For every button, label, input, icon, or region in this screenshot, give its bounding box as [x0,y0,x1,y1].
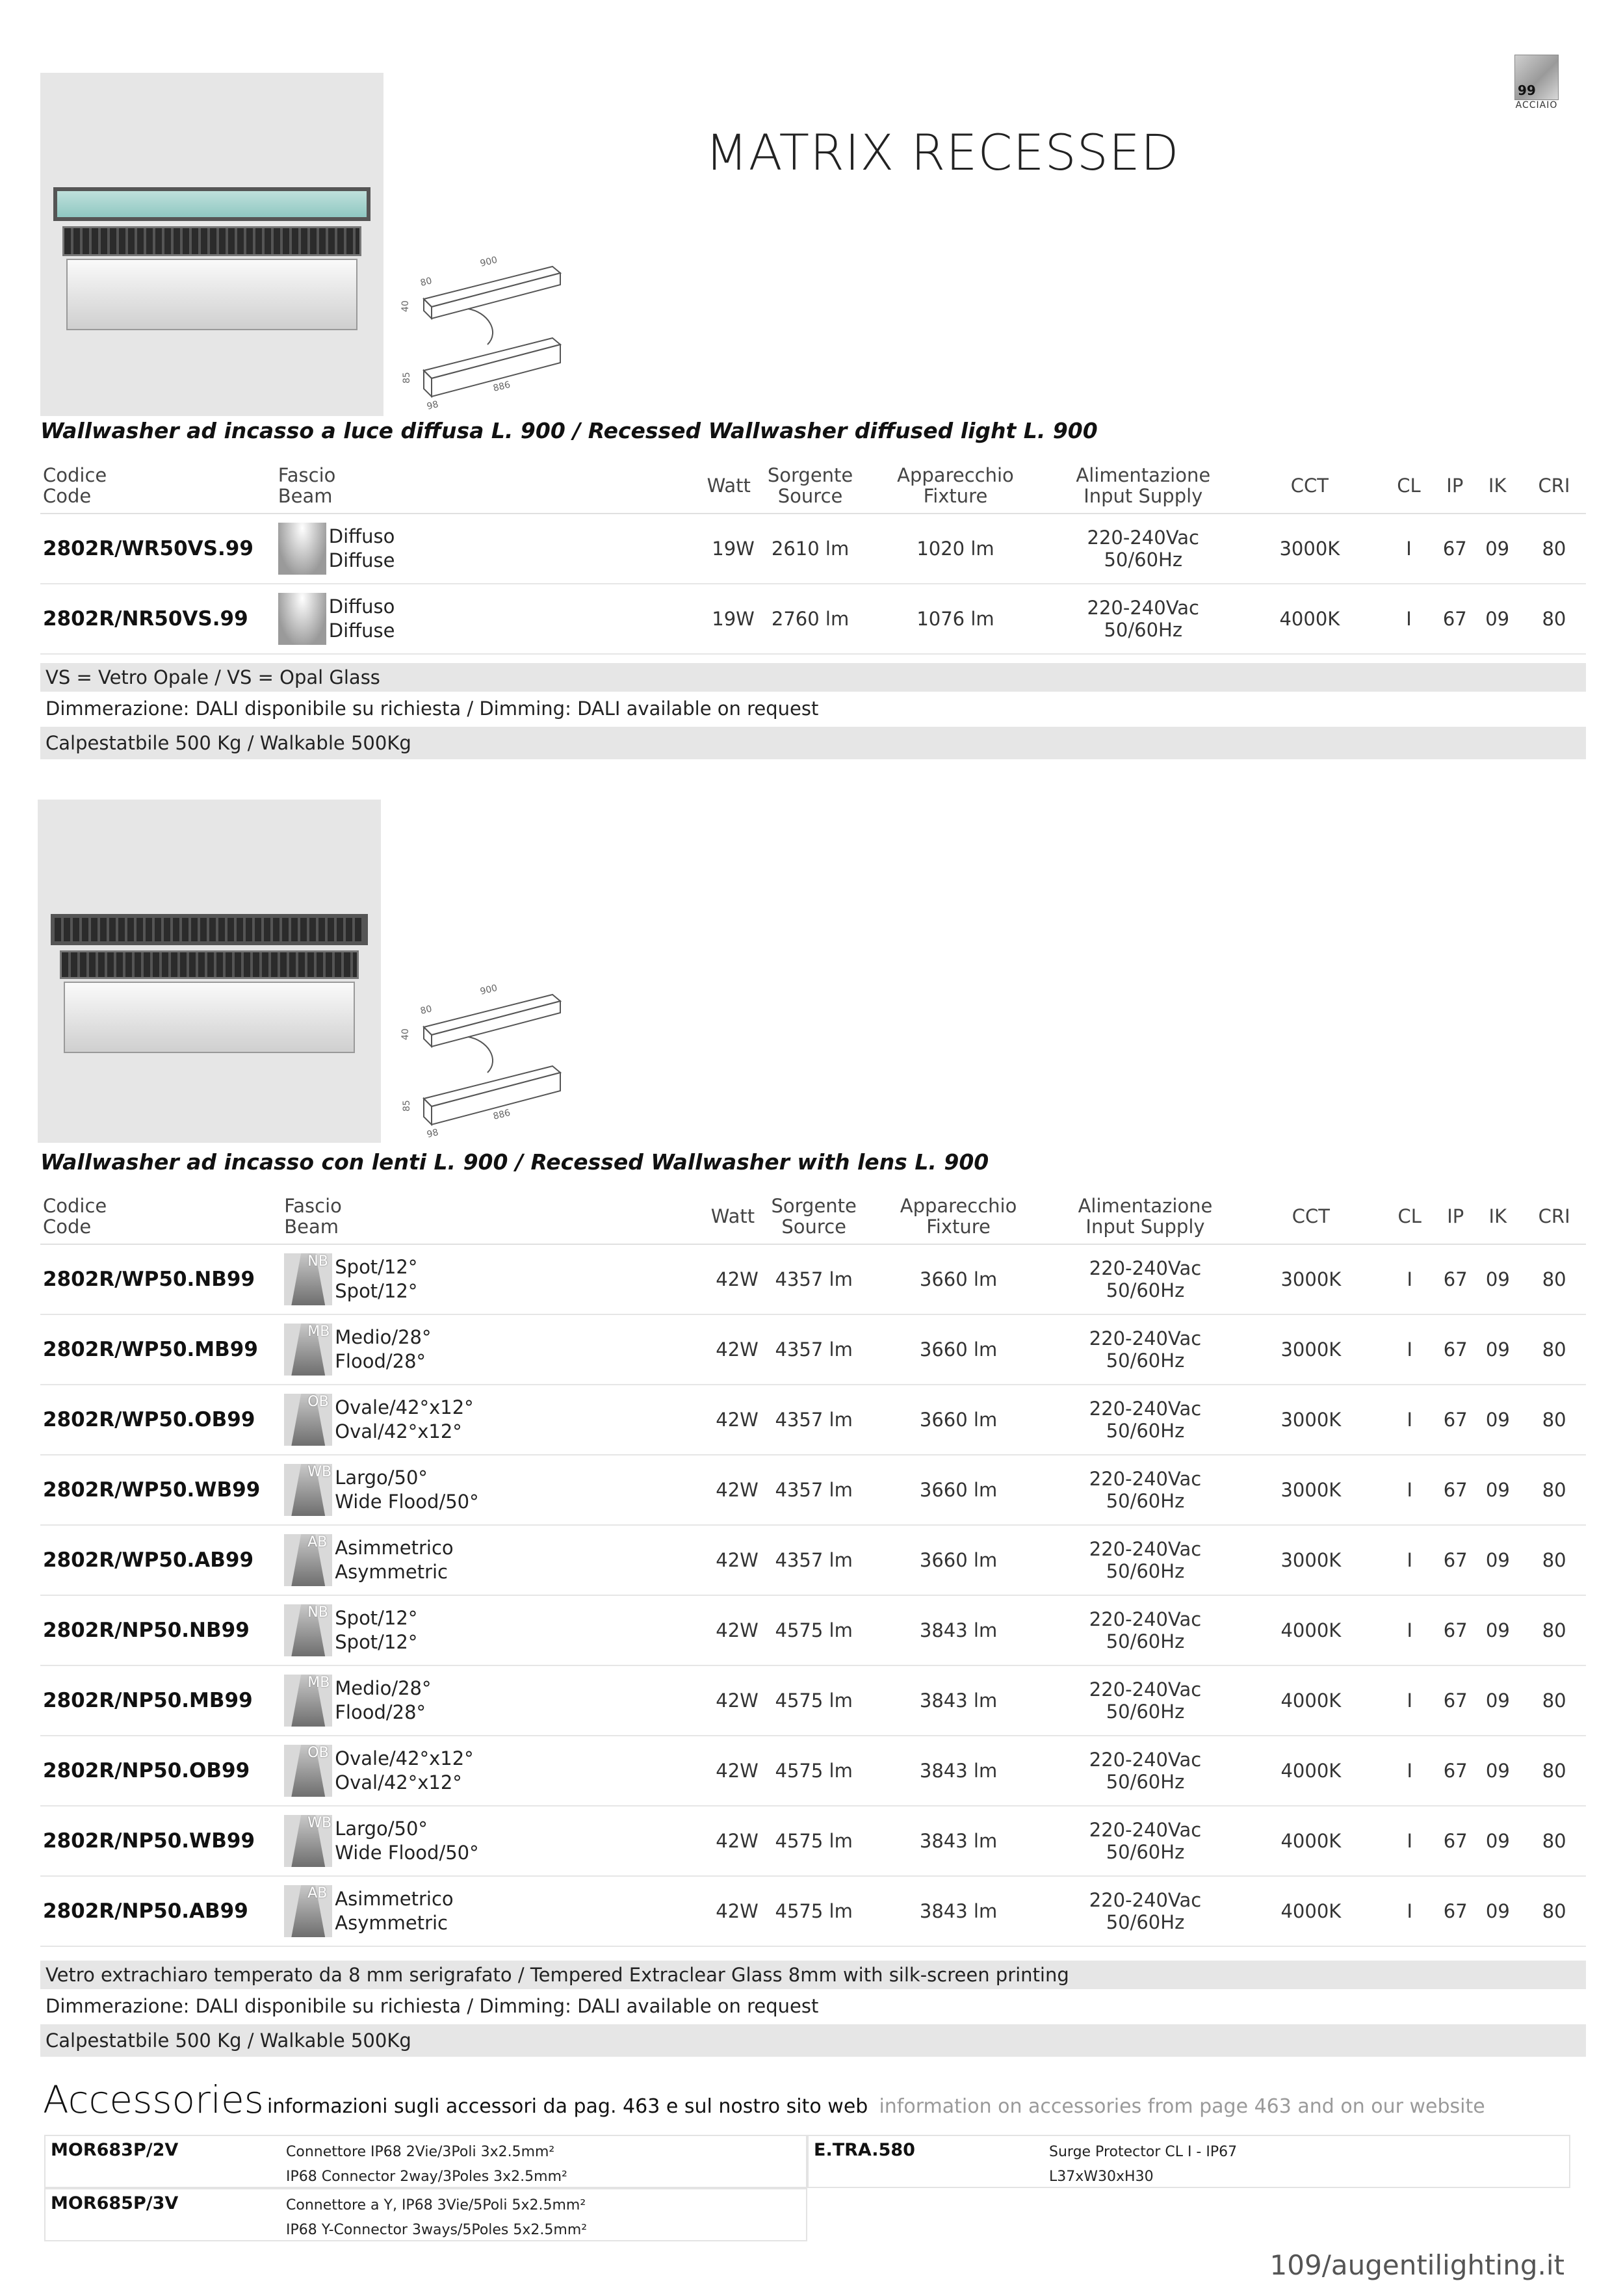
accessory-desc-en: L37xW30xH30 [1049,2169,1154,2185]
table-row [40,1525,1586,1595]
beam-en: Diffuse [328,620,395,642]
dim-length: 900 [479,254,499,269]
table-row [40,1665,1586,1736]
product-code: 2802R/NR50VS.99 [40,584,276,654]
source-lumen: 4575 lm [761,1876,867,1946]
class: I [1381,1455,1438,1525]
ip-rating: 67 [1438,1385,1473,1455]
beam-en: Wide Flood/50° [335,1842,479,1864]
beam-icon [284,1534,332,1586]
beam-en: Flood/28° [335,1350,426,1372]
class: I [1381,1595,1438,1665]
watt: 42W [705,1806,761,1876]
product-code: 2802R/WP50.WB99 [40,1455,281,1525]
section-title-diffused: Wallwasher ad incasso a luce diffusa L. 900 / Recessed Wallwasher diffused light L. 900 [40,418,1098,443]
ip-rating: 67 [1438,1806,1473,1876]
table-row [40,1385,1586,1455]
class: I [1381,584,1437,654]
ik-rating: 09 [1473,1736,1522,1806]
beam-code: NB [307,1253,328,1270]
header-ip: IP [1437,458,1472,514]
header-watt: Watt [701,458,757,514]
cri: 80 [1522,1314,1586,1385]
dim-length-2: 886 [492,1107,512,1122]
beam-icon [284,1394,332,1446]
beam-icon [284,1464,332,1516]
product-code: 2802R/WP50.MB99 [40,1314,281,1385]
header-beam-en: Beam [278,484,333,507]
cct: 4000K [1240,1665,1381,1736]
source-lumen: 4357 lm [761,1314,867,1385]
watt: 42W [705,1244,761,1314]
header-fixture-it: Apparecchio [897,463,1014,486]
beam-it: Ovale/42°x12° [335,1396,474,1418]
accessories-heading [43,2078,1485,2122]
source-lumen: 2610 lm [757,514,863,584]
accessories-subtitle-en: information on accessories from page 463 and on our website [879,2095,1485,2118]
input-supply: 220-240Vac 50/60Hz [1048,514,1239,584]
spec-table-diffused [40,458,1586,655]
ip-rating: 67 [1438,1876,1473,1946]
cct: 3000K [1240,1314,1381,1385]
accessory-item [807,2135,1570,2188]
accessories-subtitle-it: informazioni sugli accessori da pag. 463 e sul nostro sito web [267,2095,868,2118]
header-beam-it: Fascio [284,1194,342,1217]
cct: 3000K [1240,1244,1381,1314]
note-glass: VS = Vetro Opale / VS = Opal Glass [40,663,1586,692]
source-lumen: 4357 lm [761,1525,867,1595]
fixture-lumen: 3843 lm [867,1876,1050,1946]
header-source-it: Sorgente [771,1194,857,1217]
header-fixture-en: Fixture [926,1215,991,1238]
header-source-en: Source [777,484,843,507]
diffuse-beam-icon [278,523,326,575]
beam-it: Spot/12° [335,1256,418,1278]
watt: 42W [705,1455,761,1525]
beam-en: Spot/12° [335,1280,418,1302]
fixture-lumen: 3660 lm [867,1385,1050,1455]
ik-rating: 09 [1473,1876,1522,1946]
cri: 80 [1522,1385,1586,1455]
beam-en: Oval/42°x12° [335,1771,462,1794]
accessory-desc-it: Surge Protector CL I - IP67 [1049,2144,1238,2160]
note-walkable: Calpestatbile 500 Kg / Walkable 500Kg [40,2024,1586,2057]
beam-en: Wide Flood/50° [335,1491,479,1513]
header-code-it: Codice [43,463,107,486]
beam-icon [284,1604,332,1656]
header-beam-en: Beam [284,1215,339,1238]
cri: 80 [1522,1244,1586,1314]
source-lumen: 4575 lm [761,1665,867,1736]
fixture-lumen: 3660 lm [867,1314,1050,1385]
finish-label: ACCIAIO [1515,100,1558,111]
fixture-lumen: 1020 lm [863,514,1047,584]
dim-height-2: 85 [402,1100,412,1112]
source-lumen: 4357 lm [761,1455,867,1525]
ip-rating: 67 [1438,1525,1473,1595]
cct: 4000K [1240,1876,1381,1946]
product-code: 2802R/NP50.OB99 [40,1736,281,1806]
class: I [1381,1525,1438,1595]
dim-height: 40 [400,1028,411,1040]
accessory-code: MOR683P/2V [51,2140,179,2160]
accessory-desc-en: IP68 Y-Connector 3ways/5Poles 5x2.5mm² [286,2222,588,2238]
input-supply: 220-240Vac 50/60Hz [1050,1455,1241,1525]
page-footer: 109/augentilighting.it [1269,2249,1565,2281]
beam-icon [284,1675,332,1727]
section-title-lens: Wallwasher ad incasso con lenti L. 900 / Recessed Wallwasher with lens L. 900 [40,1149,989,1175]
header-source-en: Source [781,1215,846,1238]
beam-it: Diffuso [328,525,395,547]
beam-code: NB [307,1604,328,1621]
dim-width: 80 [419,1004,434,1017]
table-row [40,1876,1586,1946]
table-row [40,514,1586,584]
ik-rating: 09 [1473,584,1522,654]
watt: 42W [705,1314,761,1385]
ik-rating: 09 [1473,1595,1522,1665]
table-row [40,1244,1586,1314]
ip-rating: 67 [1438,1736,1473,1806]
dim-width: 80 [419,276,434,289]
watt: 42W [705,1385,761,1455]
beam-code: OB [307,1745,329,1761]
beam-en: Oval/42°x12° [335,1420,462,1442]
beam-code: OB [307,1394,329,1410]
accessory-item [44,2188,807,2241]
beam-code: WB [307,1815,332,1831]
product-code: 2802R/NP50.AB99 [40,1876,281,1946]
fixture-lumen: 3843 lm [867,1595,1050,1665]
dim-height: 40 [400,300,411,312]
input-supply: 220-240Vac 50/60Hz [1050,1525,1241,1595]
watt: 42W [705,1665,761,1736]
fixture-lumen: 3660 lm [867,1525,1050,1595]
accessory-desc-it: Connettore a Y, IP68 3Vie/5Poli 5x2.5mm² [286,2197,586,2213]
header-cct: CCT [1239,458,1381,514]
fixture-lumen: 3843 lm [867,1665,1050,1736]
beam-it: Medio/28° [335,1326,432,1348]
ik-rating: 09 [1473,1525,1522,1595]
ip-rating: 67 [1438,1314,1473,1385]
technical-drawing-1 [390,247,585,416]
accessory-code: E.TRA.580 [814,2140,915,2160]
dim-depth: 98 [426,1127,440,1140]
cct: 4000K [1240,1736,1381,1806]
class: I [1381,1806,1438,1876]
cct: 4000K [1239,584,1381,654]
source-lumen: 2760 lm [757,584,863,654]
beam-icon [284,1815,332,1867]
accessory-desc-en: IP68 Connector 2way/3Poles 3x2.5mm² [286,2169,567,2185]
cri: 80 [1522,1736,1586,1806]
header-cl: CL [1381,458,1437,514]
class: I [1381,1736,1438,1806]
header-supply-en: Input Supply [1084,484,1203,507]
page-title: MATRIX RECESSED [705,124,1180,181]
fixture-lumen: 3660 lm [867,1244,1050,1314]
fixture-lumen: 3660 lm [867,1455,1050,1525]
beam-icon [284,1253,332,1305]
input-supply: 220-240Vac 50/60Hz [1050,1385,1241,1455]
cri: 80 [1522,1876,1586,1946]
technical-drawing-2 [390,975,585,1144]
source-lumen: 4575 lm [761,1806,867,1876]
ik-rating: 09 [1473,1314,1522,1385]
header-cri: CRI [1522,1188,1586,1244]
header-supply-it: Alimentazione [1078,1194,1213,1217]
beam-en: Diffuse [328,549,395,571]
beam-it: Asimmetrico [335,1537,454,1559]
product-code: 2802R/WR50VS.99 [40,514,276,584]
input-supply: 220-240Vac 50/60Hz [1050,1665,1241,1736]
input-supply: 220-240Vac 50/60Hz [1048,584,1239,654]
finish-swatch [1514,55,1559,113]
table-row [40,1806,1586,1876]
header-watt: Watt [705,1188,761,1244]
accessories-title: Accessories [43,2078,264,2122]
fixture-lumen: 3843 lm [867,1806,1050,1876]
accessory-desc-it: Connettore IP68 2Vie/3Poli 3x2.5mm² [286,2144,555,2160]
product-code: 2802R/WP50.NB99 [40,1244,281,1314]
beam-code: AB [307,1534,328,1550]
header-ik: IK [1473,458,1522,514]
class: I [1381,1244,1438,1314]
class: I [1381,1385,1438,1455]
source-lumen: 4357 lm [761,1385,867,1455]
beam-code: WB [307,1464,332,1480]
beam-it: Ovale/42°x12° [335,1747,474,1769]
beam-code: MB [307,1324,330,1340]
input-supply: 220-240Vac 50/60Hz [1050,1876,1241,1946]
source-lumen: 4575 lm [761,1595,867,1665]
table-row [40,1314,1586,1385]
class: I [1381,1665,1438,1736]
header-fixture-en: Fixture [923,484,988,507]
ik-rating: 09 [1473,514,1522,584]
header-beam-it: Fascio [278,463,336,486]
beam-it: Spot/12° [335,1607,418,1629]
watt: 19W [701,514,757,584]
accessory-code: MOR685P/3V [51,2193,179,2213]
ip-rating: 67 [1437,514,1472,584]
source-lumen: 4357 lm [761,1244,867,1314]
table-row [40,1455,1586,1525]
header-cl: CL [1381,1188,1438,1244]
beam-it: Diffuso [328,595,395,618]
product-code: 2802R/NP50.MB99 [40,1665,281,1736]
note-glass: Vetro extrachiaro temperato da 8 mm serigrafato / Tempered Extraclear Glass 8mm with silk-screen printing [40,1961,1586,1989]
table-row [40,1595,1586,1665]
note-walkable: Calpestatbile 500 Kg / Walkable 500Kg [40,727,1586,759]
header-cct: CCT [1240,1188,1381,1244]
beam-en: Asymmetric [335,1561,448,1583]
beam-icon [284,1885,332,1937]
accessories-table [44,2135,1582,2241]
beam-it: Largo/50° [335,1818,428,1840]
beam-en: Flood/28° [335,1701,426,1723]
ip-rating: 67 [1437,584,1472,654]
beam-en: Spot/12° [335,1631,418,1653]
header-supply-it: Alimentazione [1076,463,1211,486]
source-lumen: 4575 lm [761,1736,867,1806]
cct: 3000K [1240,1455,1381,1525]
watt: 42W [705,1736,761,1806]
cct: 3000K [1240,1525,1381,1595]
ik-rating: 09 [1473,1455,1522,1525]
beam-icon [284,1745,332,1797]
cri: 80 [1522,1806,1586,1876]
dim-height-2: 85 [402,372,412,384]
ip-rating: 67 [1438,1595,1473,1665]
fixture-lumen: 3843 lm [867,1736,1050,1806]
header-ik: IK [1473,1188,1522,1244]
spec-header-row [40,458,1586,514]
ik-rating: 09 [1473,1244,1522,1314]
input-supply: 220-240Vac 50/60Hz [1050,1595,1241,1665]
cct: 3000K [1239,514,1381,584]
header-fixture-it: Apparecchio [900,1194,1017,1217]
accessory-item [44,2135,807,2188]
spec-header-row [40,1188,1586,1244]
watt: 42W [705,1876,761,1946]
table-row [40,1736,1586,1806]
diffuse-beam-icon [278,593,326,645]
product-code: 2802R/NP50.WB99 [40,1806,281,1876]
note-dimming: Dimmerazione: DALI disponibile su richiesta / Dimming: DALI available on request [45,698,819,720]
watt: 42W [705,1595,761,1665]
spec-table-lens [40,1188,1586,1947]
beam-code: MB [307,1675,330,1691]
cri: 80 [1522,584,1586,654]
product-photo-diffused [40,73,383,416]
ip-rating: 67 [1438,1665,1473,1736]
beam-icon [284,1324,332,1376]
dim-length-2: 886 [492,379,512,394]
input-supply: 220-240Vac 50/60Hz [1050,1736,1241,1806]
cct: 4000K [1240,1806,1381,1876]
dim-depth: 98 [426,399,440,412]
class: I [1381,514,1437,584]
cri: 80 [1522,1665,1586,1736]
ip-rating: 67 [1438,1244,1473,1314]
ip-rating: 67 [1438,1455,1473,1525]
ik-rating: 09 [1473,1806,1522,1876]
finish-color-sample [1514,55,1559,100]
cct: 4000K [1240,1595,1381,1665]
watt: 19W [701,584,757,654]
header-code-en: Code [43,1215,92,1238]
input-supply: 220-240Vac 50/60Hz [1050,1314,1241,1385]
header-source-it: Sorgente [767,463,853,486]
ik-rating: 09 [1473,1665,1522,1736]
product-photo-lens [38,800,381,1143]
fixture-lumen: 1076 lm [863,584,1047,654]
dim-length: 900 [479,982,499,997]
watt: 42W [705,1525,761,1595]
class: I [1381,1314,1438,1385]
product-code: 2802R/NP50.NB99 [40,1595,281,1665]
input-supply: 220-240Vac 50/60Hz [1050,1244,1241,1314]
header-ip: IP [1438,1188,1473,1244]
input-supply: 220-240Vac 50/60Hz [1050,1806,1241,1876]
cri: 80 [1522,514,1586,584]
ik-rating: 09 [1473,1385,1522,1455]
note-dimming: Dimmerazione: DALI disponibile su richiesta / Dimming: DALI available on request [45,1995,819,2017]
finish-code: 99 [1518,83,1536,98]
beam-it: Medio/28° [335,1677,432,1699]
cri: 80 [1522,1595,1586,1665]
beam-code: AB [307,1885,328,1901]
header-supply-en: Input Supply [1085,1215,1205,1238]
product-code: 2802R/WP50.OB99 [40,1385,281,1455]
table-row [40,584,1586,654]
product-code: 2802R/WP50.AB99 [40,1525,281,1595]
header-code-it: Codice [43,1194,107,1217]
cct: 3000K [1240,1385,1381,1455]
beam-en: Asymmetric [335,1912,448,1934]
beam-it: Asimmetrico [335,1888,454,1910]
header-code-en: Code [43,484,92,507]
header-cri: CRI [1522,458,1586,514]
cri: 80 [1522,1525,1586,1595]
beam-it: Largo/50° [335,1467,428,1489]
cri: 80 [1522,1455,1586,1525]
class: I [1381,1876,1438,1946]
